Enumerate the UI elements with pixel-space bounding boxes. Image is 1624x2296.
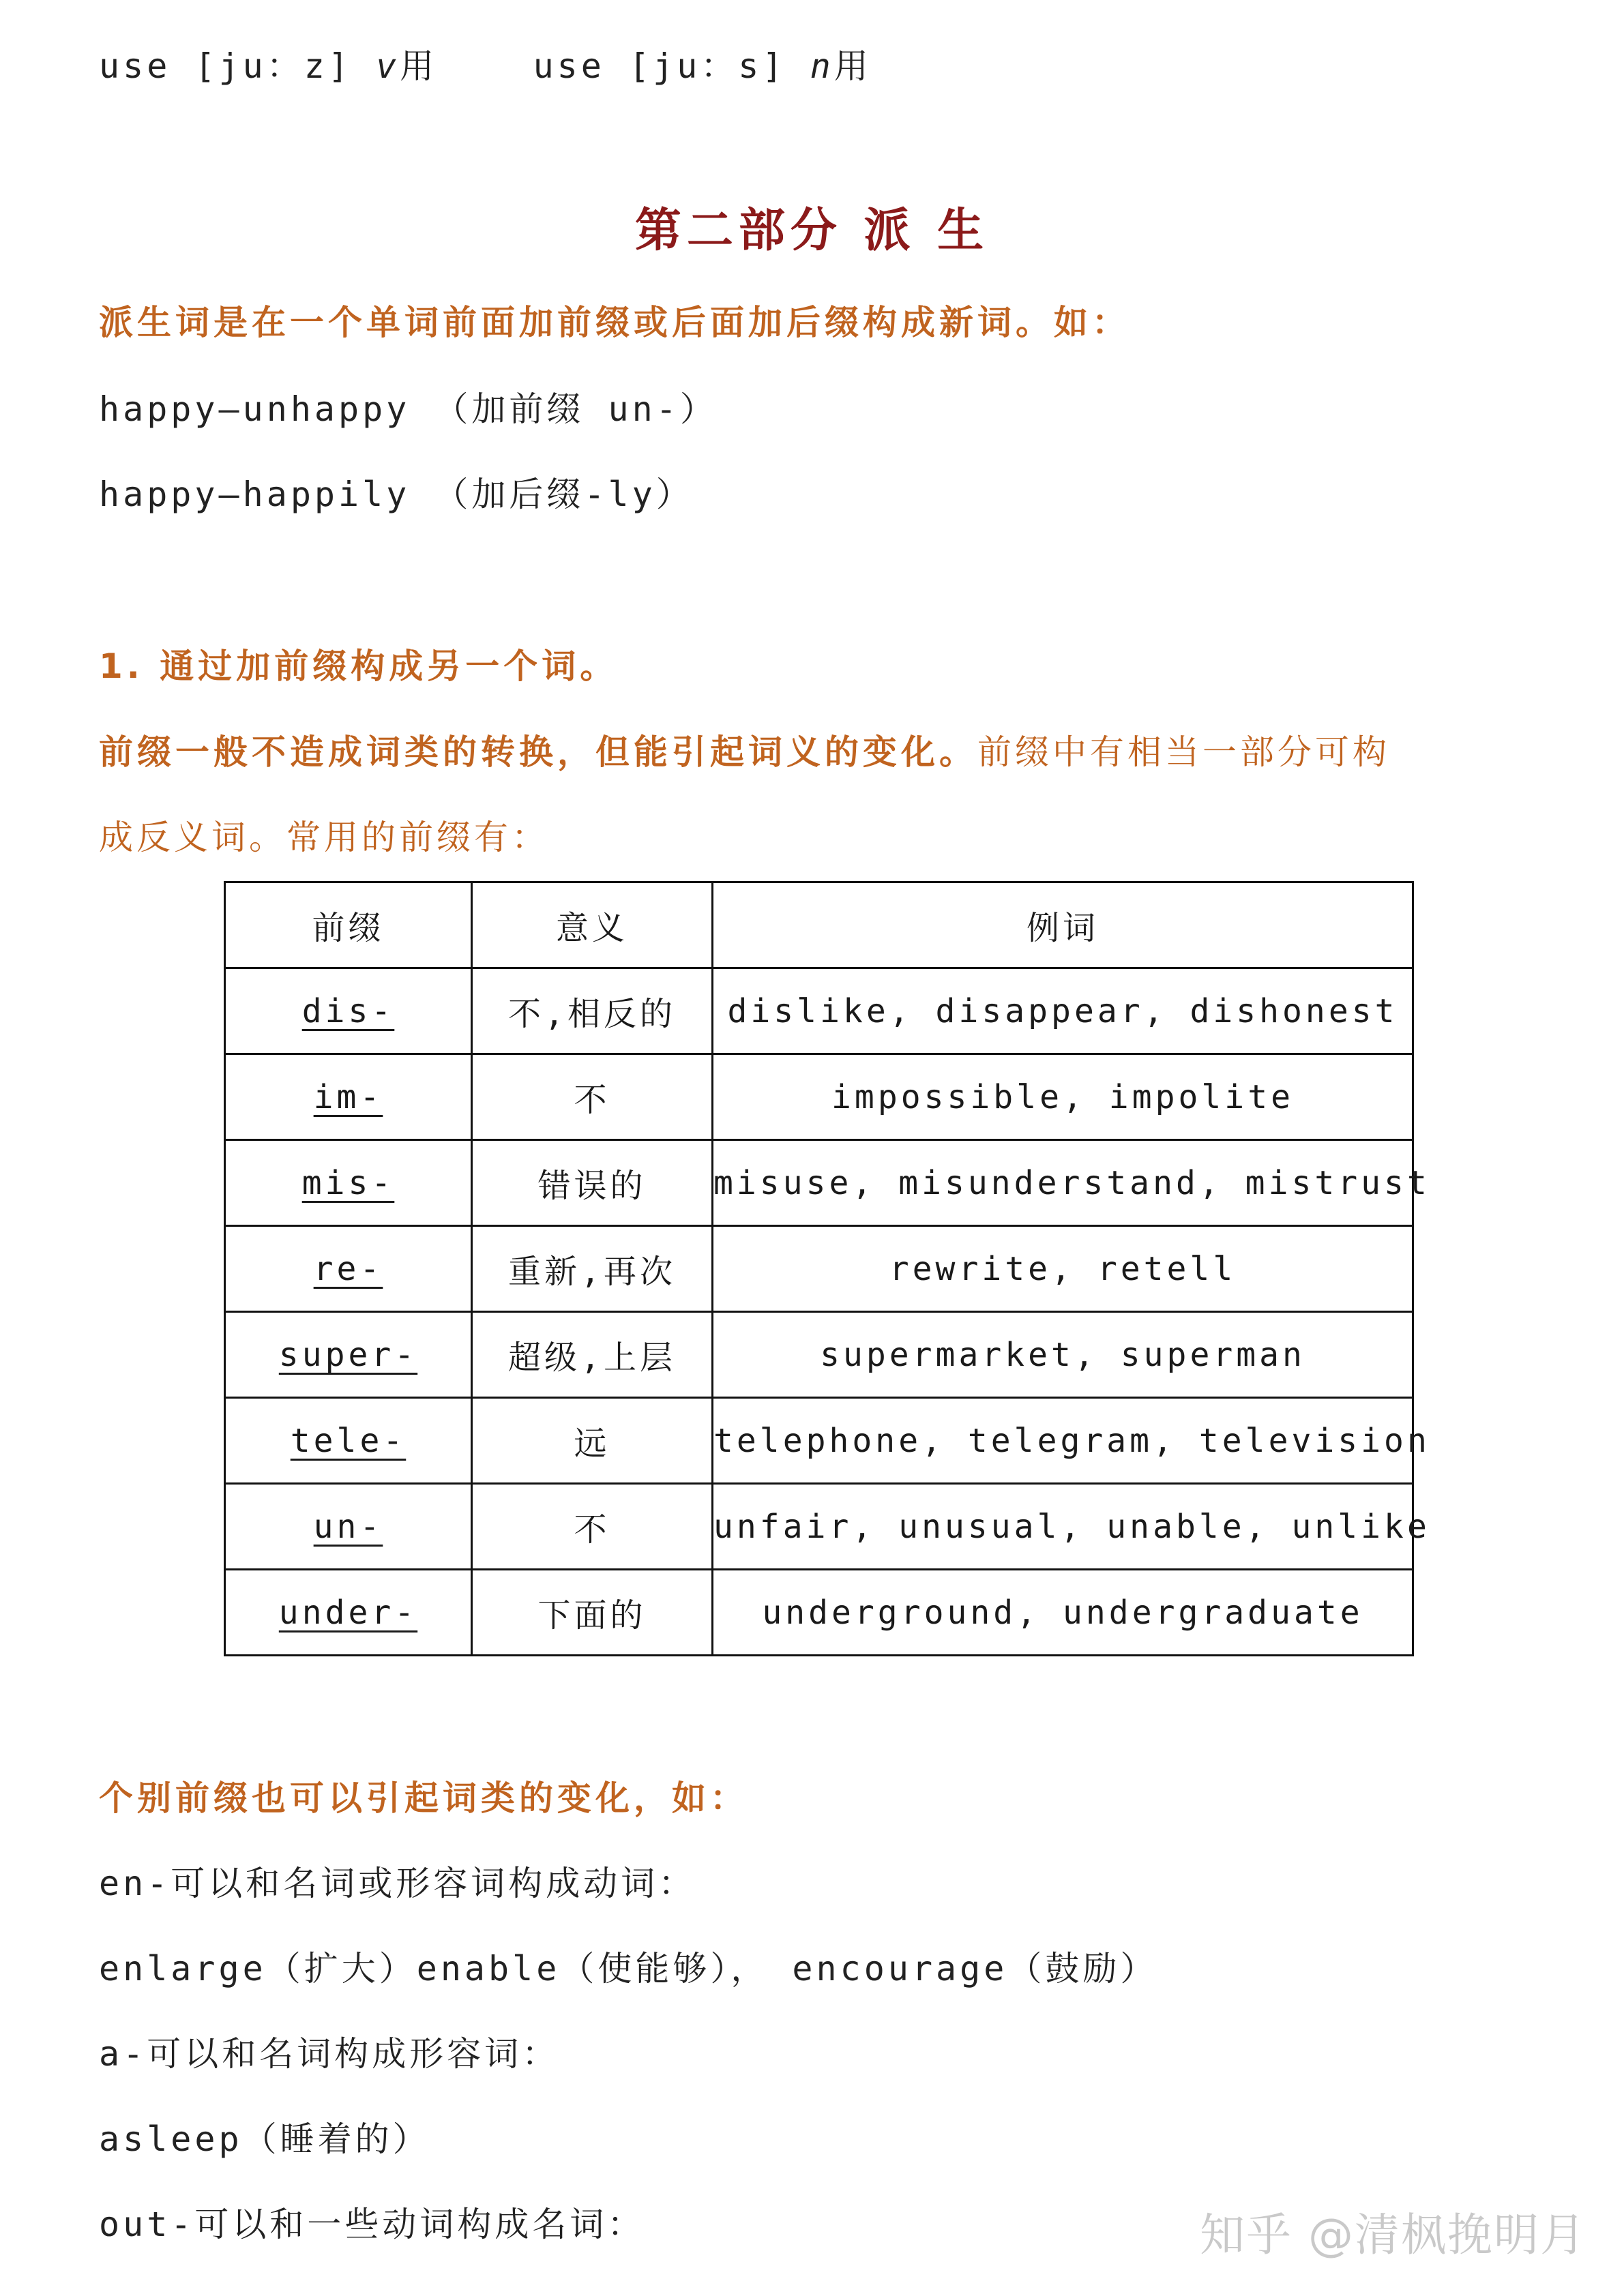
- pronunciation-line: [99, 46, 872, 86]
- meaning-cell: 不: [472, 1054, 713, 1140]
- examples-cell: unfair, unusual, unable, unlike: [713, 1484, 1413, 1570]
- use-noun-phonetic: use [ju：s]: [533, 46, 786, 86]
- examples-cell: rewrite, retell: [713, 1226, 1413, 1312]
- prefix-table: [224, 881, 1430, 1656]
- meaning-cell: 下面的: [472, 1570, 713, 1656]
- section2-heading: 个别前缀也可以引起词类的变化，如：: [99, 1778, 748, 1818]
- prefix-cell: [225, 1140, 472, 1226]
- examples-cell: misuse, misunderstand, mistrust: [713, 1140, 1413, 1226]
- meaning-cell: 超级,上层: [472, 1312, 713, 1398]
- prefix-text: un-: [313, 1507, 383, 1546]
- section1-description-line2: 成反义词。常用的前缀有：: [99, 818, 549, 857]
- intro-heading: 派生词是在一个单词前面加前缀或后面加后缀构成新词。如：: [99, 303, 1130, 342]
- pos-noun: n: [810, 46, 834, 86]
- meaning-noun: 用: [833, 46, 872, 86]
- meaning-cell: 不: [472, 1484, 713, 1570]
- section1-desc-bold: 前缀一般不造成词类的转换，但能引起词义的变化。: [99, 732, 977, 772]
- section2-line: a-可以和名词构成形容词：: [99, 2034, 560, 2074]
- section1-desc-rest: 前缀中有相当一部分可构: [977, 732, 1390, 772]
- meaning-verb: 用: [400, 46, 438, 86]
- prefix-cell: [225, 1398, 472, 1484]
- prefix-text: under-: [278, 1593, 418, 1632]
- header-prefix: 前缀: [225, 882, 472, 968]
- meaning-cell: 重新,再次: [472, 1226, 713, 1312]
- table-header-row: [225, 882, 1413, 968]
- section2-line: asleep（睡着的）: [99, 2119, 430, 2159]
- examples-cell: telephone, telegram, television: [713, 1398, 1413, 1484]
- prefix-text: super-: [278, 1335, 418, 1374]
- prefix-text: dis-: [301, 992, 395, 1030]
- meaning-cell: 远: [472, 1398, 713, 1484]
- section2-line: en-可以和名词或形容词构成动词：: [99, 1864, 696, 1903]
- prefix-cell: [225, 1484, 472, 1570]
- prefix-text: mis-: [301, 1163, 395, 1202]
- prefix-cell: [225, 1570, 472, 1656]
- table-row: [225, 1484, 1413, 1570]
- examples-cell: supermarket, superman: [713, 1312, 1413, 1398]
- prefix-text: tele-: [290, 1421, 407, 1460]
- table-row: [225, 1570, 1413, 1656]
- table-row: [225, 1312, 1413, 1398]
- example-1: happy—unhappy （加前缀 un-）: [99, 389, 718, 429]
- table-row: [225, 1226, 1413, 1312]
- prefix-cell: [225, 1054, 472, 1140]
- examples-cell: dislike, disappear, dishonest: [713, 968, 1413, 1054]
- header-meaning: 意义: [472, 882, 713, 968]
- prefix-text: im-: [313, 1077, 383, 1116]
- table-row: [225, 968, 1413, 1054]
- section-title: 第二部分 派 生: [634, 204, 990, 258]
- prefix-cell: [225, 1312, 472, 1398]
- table-row: [225, 1398, 1413, 1484]
- prefix-cell: [225, 1226, 472, 1312]
- examples-cell: underground, undergraduate: [713, 1570, 1413, 1656]
- section1-description: [99, 732, 1390, 772]
- meaning-cell: 错误的: [472, 1140, 713, 1226]
- prefix-cell: [225, 968, 472, 1054]
- watermark: 知乎 @清枫挽明月: [1200, 2209, 1586, 2261]
- section1-heading: 1. 通过加前缀构成另一个词。: [99, 646, 619, 686]
- prefix-text: re-: [313, 1249, 383, 1288]
- pos-verb: v: [376, 46, 400, 86]
- header-examples: 例词: [713, 882, 1413, 968]
- section2-line: out-可以和一些动词构成名词：: [99, 2205, 645, 2244]
- table-row: [225, 1054, 1413, 1140]
- example-2: happy—happily （加后缀-ly）: [99, 475, 694, 514]
- section2-line: enlarge（扩大）enable（使能够）， encourage（鼓励）: [99, 1949, 1158, 1988]
- use-verb-phonetic: use [ju：z]: [99, 46, 352, 86]
- table-row: [225, 1140, 1413, 1226]
- meaning-cell: 不,相反的: [472, 968, 713, 1054]
- examples-cell: impossible, impolite: [713, 1054, 1413, 1140]
